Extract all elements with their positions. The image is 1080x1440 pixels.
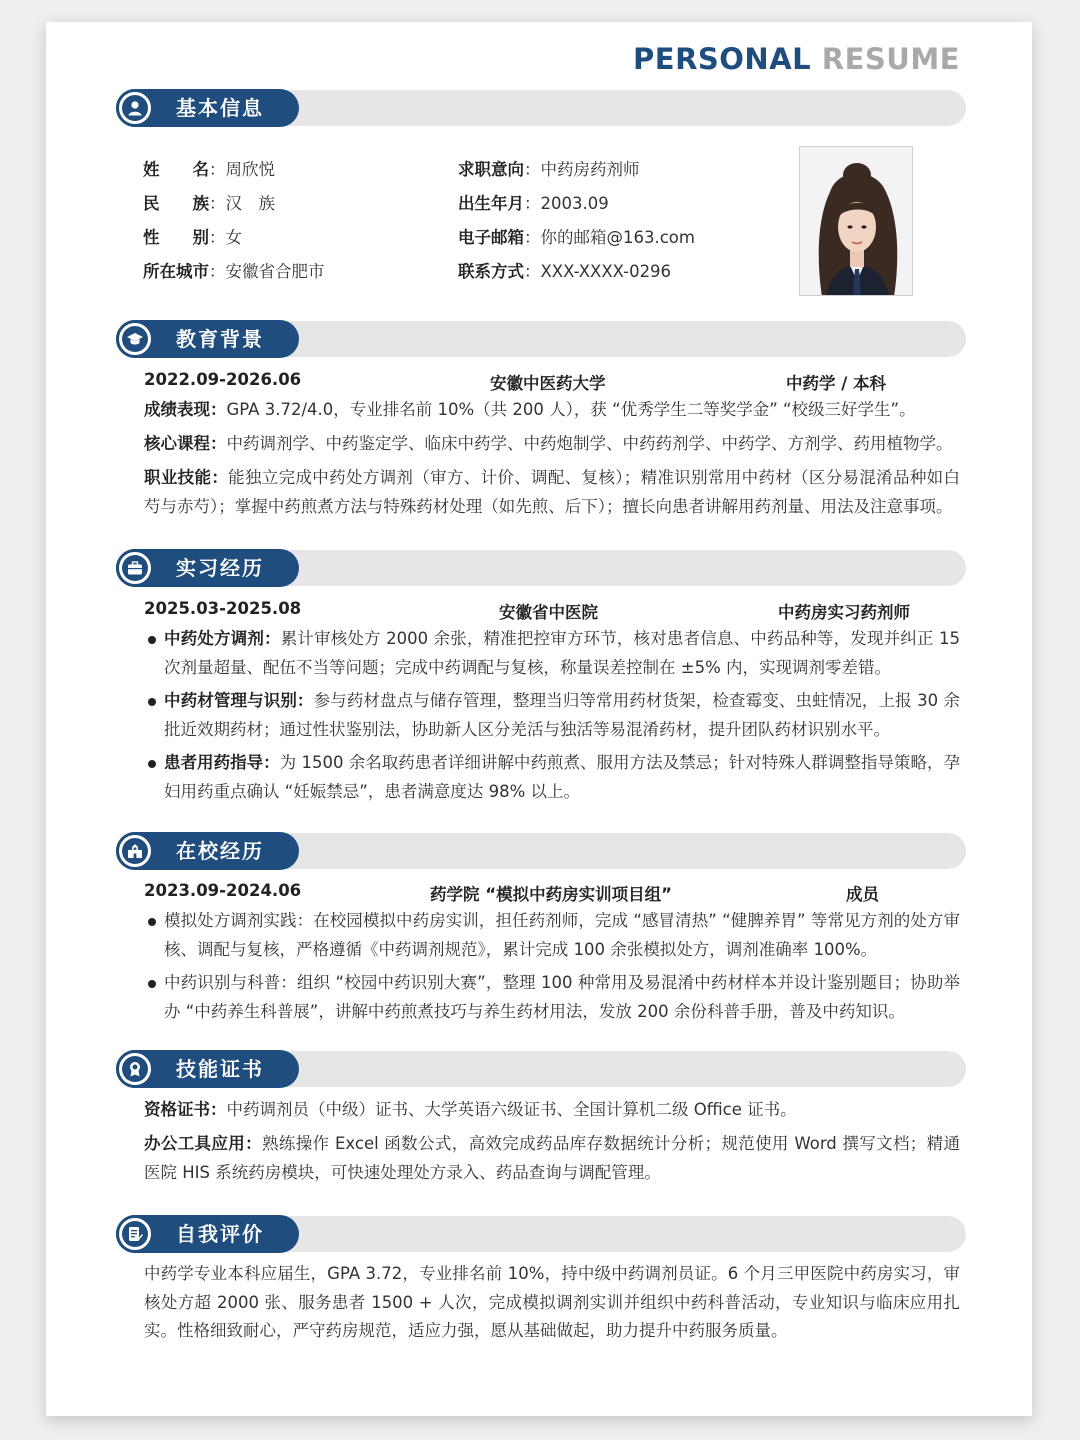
profile-photo xyxy=(799,146,913,296)
resume-title xyxy=(633,42,960,76)
info-ethnicity: 民 族：汉 族 xyxy=(143,194,275,213)
edu-grades: 成绩表现：GPA 3.72/4.0，专业排名前 10%（共 200 人），获 “优秀学生二等奖学金” “校级三好学生”。 xyxy=(144,400,916,419)
briefcase-icon xyxy=(116,549,154,587)
section-header-basic xyxy=(116,89,966,129)
skills-office: 办公工具应用：熟练操作 Excel 函数公式，高效完成药品库存数据统计分析；规范使用 Word 撰写文档；精通医院 HIS 系统药房模块，可快速处理处方录入、药品查询与调配管理。 xyxy=(144,1134,961,1182)
section-title: 自我评价 xyxy=(116,1215,299,1253)
campus-item: 模拟处方调剂实践：在校园模拟中药房实训，担任药剂师，完成 “感冒清热” “健脾养胃” 等常见方剂的处方审核、调配与复核，严格遵循《中药调剂规范》，累计完成 100 余张模拟处方，调剂准确率 100%。 xyxy=(145,907,960,964)
section-title: 教育背景 xyxy=(116,320,299,358)
bullet-icon xyxy=(148,698,156,706)
bullet-icon xyxy=(148,980,156,988)
section-title: 在校经历 xyxy=(116,832,299,870)
section-header-skills xyxy=(116,1050,966,1090)
intern-item: 患者用药指导：为 1500 余名取药患者详细讲解中药煎煮、服用方法及禁忌；针对特殊人群调整指导策略，孕妇用药重点确认 “妊娠禁忌”，患者满意度达 98% 以上。 xyxy=(145,749,960,806)
intern-item: 中药材管理与识别：参与药材盘点与储存管理，整理当归等常用药材货架，检查霉变、虫蛀情况，上报 30 余批近效期药材；通过性状鉴别法，协助新人区分羌活与独活等易混淆药材，提升团队药材识别水平。 xyxy=(145,687,960,744)
section-header-self xyxy=(116,1215,966,1255)
edu-skills: 职业技能：能独立完成中药处方调剂（审方、计价、调配、复核）；精准识别常用中药材（区分易混淆品种如白芍与赤芍）；掌握中药煎煮方法与特殊药材处理（如先煎、后下）；擅长向患者讲解用药剂量、用法及注意事项。 xyxy=(144,468,960,516)
bullet-icon xyxy=(148,918,156,926)
section-title: 技能证书 xyxy=(116,1050,299,1088)
section-title: 实习经历 xyxy=(116,549,299,587)
info-birth: 出生年月：2003.09 xyxy=(458,194,609,213)
section-header-internship xyxy=(116,549,966,589)
bullet-icon xyxy=(148,760,156,768)
campus-date: 2023.09-2024.06 xyxy=(144,881,302,900)
user-icon xyxy=(116,89,154,127)
info-email: 电子邮箱：你的邮箱@163.com xyxy=(458,228,695,247)
info-gender: 性 别：女 xyxy=(143,228,242,247)
edit-note-icon xyxy=(116,1215,154,1253)
intern-date: 2025.03-2025.08 xyxy=(144,599,302,618)
title-resume: RESUME xyxy=(821,42,960,76)
edu-major: 中药学 / 本科 xyxy=(786,374,887,393)
campus-org: 药学院 “模拟中药房实训项目组” xyxy=(430,885,672,904)
intern-item: 中药处方调剂：累计审核处方 2000 余张，精准把控审方环节，核对患者信息、中药品种等，发现并纠正 15 次剂量超量、配伍不当等问题；完成中药调配与复核，称量误差控制在 ±5% 内，实现调剂零差错。 xyxy=(145,625,960,682)
campus-item: 中药识别与科普：组织 “校园中药识别大赛”，整理 100 种常用及易混淆中药材样本并设计鉴别题目；协助举办 “中药养生科普展”，讲解中药煎煮技巧与养生药材用法，发放 200 余份科普手册，普及中药知识。 xyxy=(145,969,960,1026)
title-personal: PERSONAL xyxy=(633,42,812,76)
intern-org: 安徽省中医院 xyxy=(499,603,598,622)
section-header-education xyxy=(116,320,966,360)
bullet-icon xyxy=(148,636,156,644)
campus-role: 成员 xyxy=(846,885,879,904)
info-phone: 联系方式：XXX-XXXX-0296 xyxy=(458,262,672,281)
award-icon xyxy=(116,1050,154,1088)
section-header-campus xyxy=(116,832,966,872)
edu-date: 2022.09-2026.06 xyxy=(144,370,302,389)
edu-courses: 核心课程：中药调剂学、中药鉴定学、临床中药学、中药炮制学、中药药剂学、中药学、方剂学、药用植物学。 xyxy=(144,434,953,453)
skills-cert: 资格证书：中药调剂员（中级）证书、大学英语六级证书、全国计算机二级 Office 证书。 xyxy=(144,1100,797,1119)
info-name: 姓 名：周欣悦 xyxy=(143,160,275,179)
edu-school: 安徽中医药大学 xyxy=(490,374,606,393)
graduation-cap-icon xyxy=(116,320,154,358)
intern-role: 中药房实习药剂师 xyxy=(778,603,910,622)
info-intention: 求职意向：中药房药剂师 xyxy=(458,160,640,179)
info-city: 所在城市：安徽省合肥市 xyxy=(143,262,325,281)
building-icon xyxy=(116,832,154,870)
self-eval-text: 中药学专业本科应届生，GPA 3.72，专业排名前 10%，持中级中药调剂员证。6 个月三甲医院中药房实习，审核处方超 2000 张、服务患者 1500 + 人次，完成模拟调剂实训并组织中药科普活动，专业知识与临床应用扎实。性格细致耐心，严守药房规范，适应力强，愿从基础做起，助力提升中药服务质量。 xyxy=(144,1264,960,1340)
section-title: 基本信息 xyxy=(116,89,299,127)
